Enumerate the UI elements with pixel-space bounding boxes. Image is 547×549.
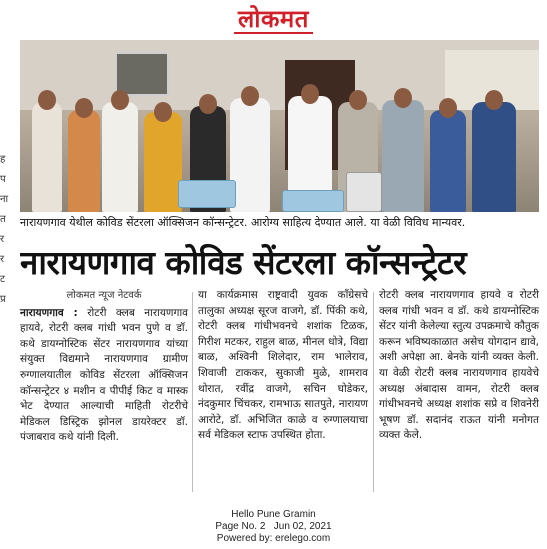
person-figure — [102, 102, 138, 212]
person-head — [241, 86, 259, 106]
person-head — [394, 88, 412, 108]
margin-glyph: र — [0, 254, 5, 265]
person-head — [38, 90, 56, 110]
person-head — [349, 90, 367, 110]
supply-box — [282, 190, 344, 212]
margin-glyph: र — [0, 234, 5, 245]
margin-glyph: प्र — [0, 294, 6, 305]
article-headline: नारायणगाव कोविड सेंटरला कॉन्सन्ट्रेटर — [20, 243, 467, 282]
left-margin-clipped-text — [0, 150, 18, 470]
person-figure — [230, 98, 270, 212]
photo-window — [115, 52, 169, 96]
person-head — [111, 90, 129, 110]
person-figure — [472, 102, 516, 212]
footer-edition: Hello Pune Gramin — [231, 509, 316, 520]
masthead — [0, 0, 547, 40]
article-column-3-text: रोटरी क्लब नारायणगाव हायवे व रोटरी क्लब गांधी भवन व डॉ. कथे डायग्नोस्टिक सेंटर यांनी केलेल्या स्तुत्य उपक्रमाचे कौतुक करून भविष्यकाळात असेच योगदान द्यावे, अशी अपेक्षा आ. बेनके यांनी व्यक्त केली. या वेळी रोटरी क्लब नारायणगाव हायवेचे अध्यक्ष अंबादास वामन, रोटरी क्लब गांधीभवनचे अध्यक्ष शशांक सप्रे व शिवनेरी भूषण डॉ. सदानंद राऊत यांनी मनोगत व्यक्त केले. — [379, 289, 539, 442]
margin-glyph: ना — [0, 194, 9, 205]
article-byline: लोकमत न्यूज नेटवर्क — [66, 290, 142, 301]
person-head — [199, 94, 217, 114]
article-column-2-text: या कार्यक्रमास राष्ट्रवादी युवक काँग्रेसचे तालुका अध्यक्ष सूरज वाजगे, डॉ. पिंकी कथे, रोटरी क्लब गांधीभवनचे शशांक टिळक, गिरीश मटकर, राहुल बाळ, मीनल धोत्रे, विद्या बाळ, अश्विनी शिलेदार, राम भालेराव, शिवाजी टाककर, सुकाजी मुळे, शामराव थोरात, रवींद्र वाजगे, सचिन घोडेकर, नंदकुमार चिंचकर, रामभाऊ सातपुते, नारायण आरोटे, डॉ. अभिजित काळे व रुग्णालयाचा सर्व मेडिकल स्टाफ उपस्थित होता. — [198, 289, 368, 442]
person-head — [154, 102, 172, 122]
article-dateline: नारायणगाव : — [20, 306, 78, 319]
article-column-1-text: रोटरी क्लब नारायणगाव हायवे, रोटरी क्लब गांधी भवन पुणे व डॉ. कथे डायग्नोस्टिक सेंटर नारायणगाव यांच्या संयुक्त विद्यमाने नारायणगाव ग्रामीण रुग्णालयातील कोविड सेंटरला ऑक्सिजन कॉन्सन्ट्रेटर ४ मशीन व पीपीई किट व मास्क भेट देण्यात आल्याची माहिती रोटरीचे मेडिकल डिस्ट्रिक झोनल डायरेक्टर डॉ. पंजाबराव कथे यांनी दिली. — [20, 306, 188, 444]
newspaper-logo: लोकमत — [234, 6, 313, 34]
person-figure — [32, 102, 62, 212]
person-head — [75, 98, 93, 118]
footer-powered-by: Powered by: erelego.com — [216, 533, 331, 544]
margin-glyph: ट — [0, 274, 6, 285]
supply-box — [178, 180, 236, 208]
margin-glyph: त — [0, 214, 6, 225]
person-figure — [144, 112, 182, 212]
oxygen-concentrator — [346, 172, 382, 212]
person-figure — [430, 110, 466, 212]
person-head — [301, 84, 319, 104]
news-photo — [20, 40, 539, 212]
article-column-1 — [20, 288, 188, 446]
footer-date: Jun 02, 2021 — [273, 521, 332, 532]
footer-page-info — [0, 521, 547, 533]
person-head — [485, 90, 503, 110]
person-figure — [382, 100, 424, 212]
margin-glyph: ह — [0, 154, 6, 165]
article-column-3 — [379, 288, 539, 444]
page-footer — [0, 509, 547, 549]
person-head — [439, 98, 457, 118]
margin-glyph: प — [0, 174, 6, 185]
article-column-2 — [198, 288, 368, 444]
column-divider — [192, 292, 193, 492]
footer-page-number: Page No. 2 — [215, 521, 266, 532]
person-figure — [68, 110, 100, 212]
column-divider — [373, 292, 374, 492]
photo-caption: नारायणगाव येथील कोविड सेंटरला ऑक्सिजन कॉन्सन्ट्रेटर. आरोग्य साहित्य देण्यात आले. या वेळी विविध मान्यवर. — [20, 216, 466, 229]
